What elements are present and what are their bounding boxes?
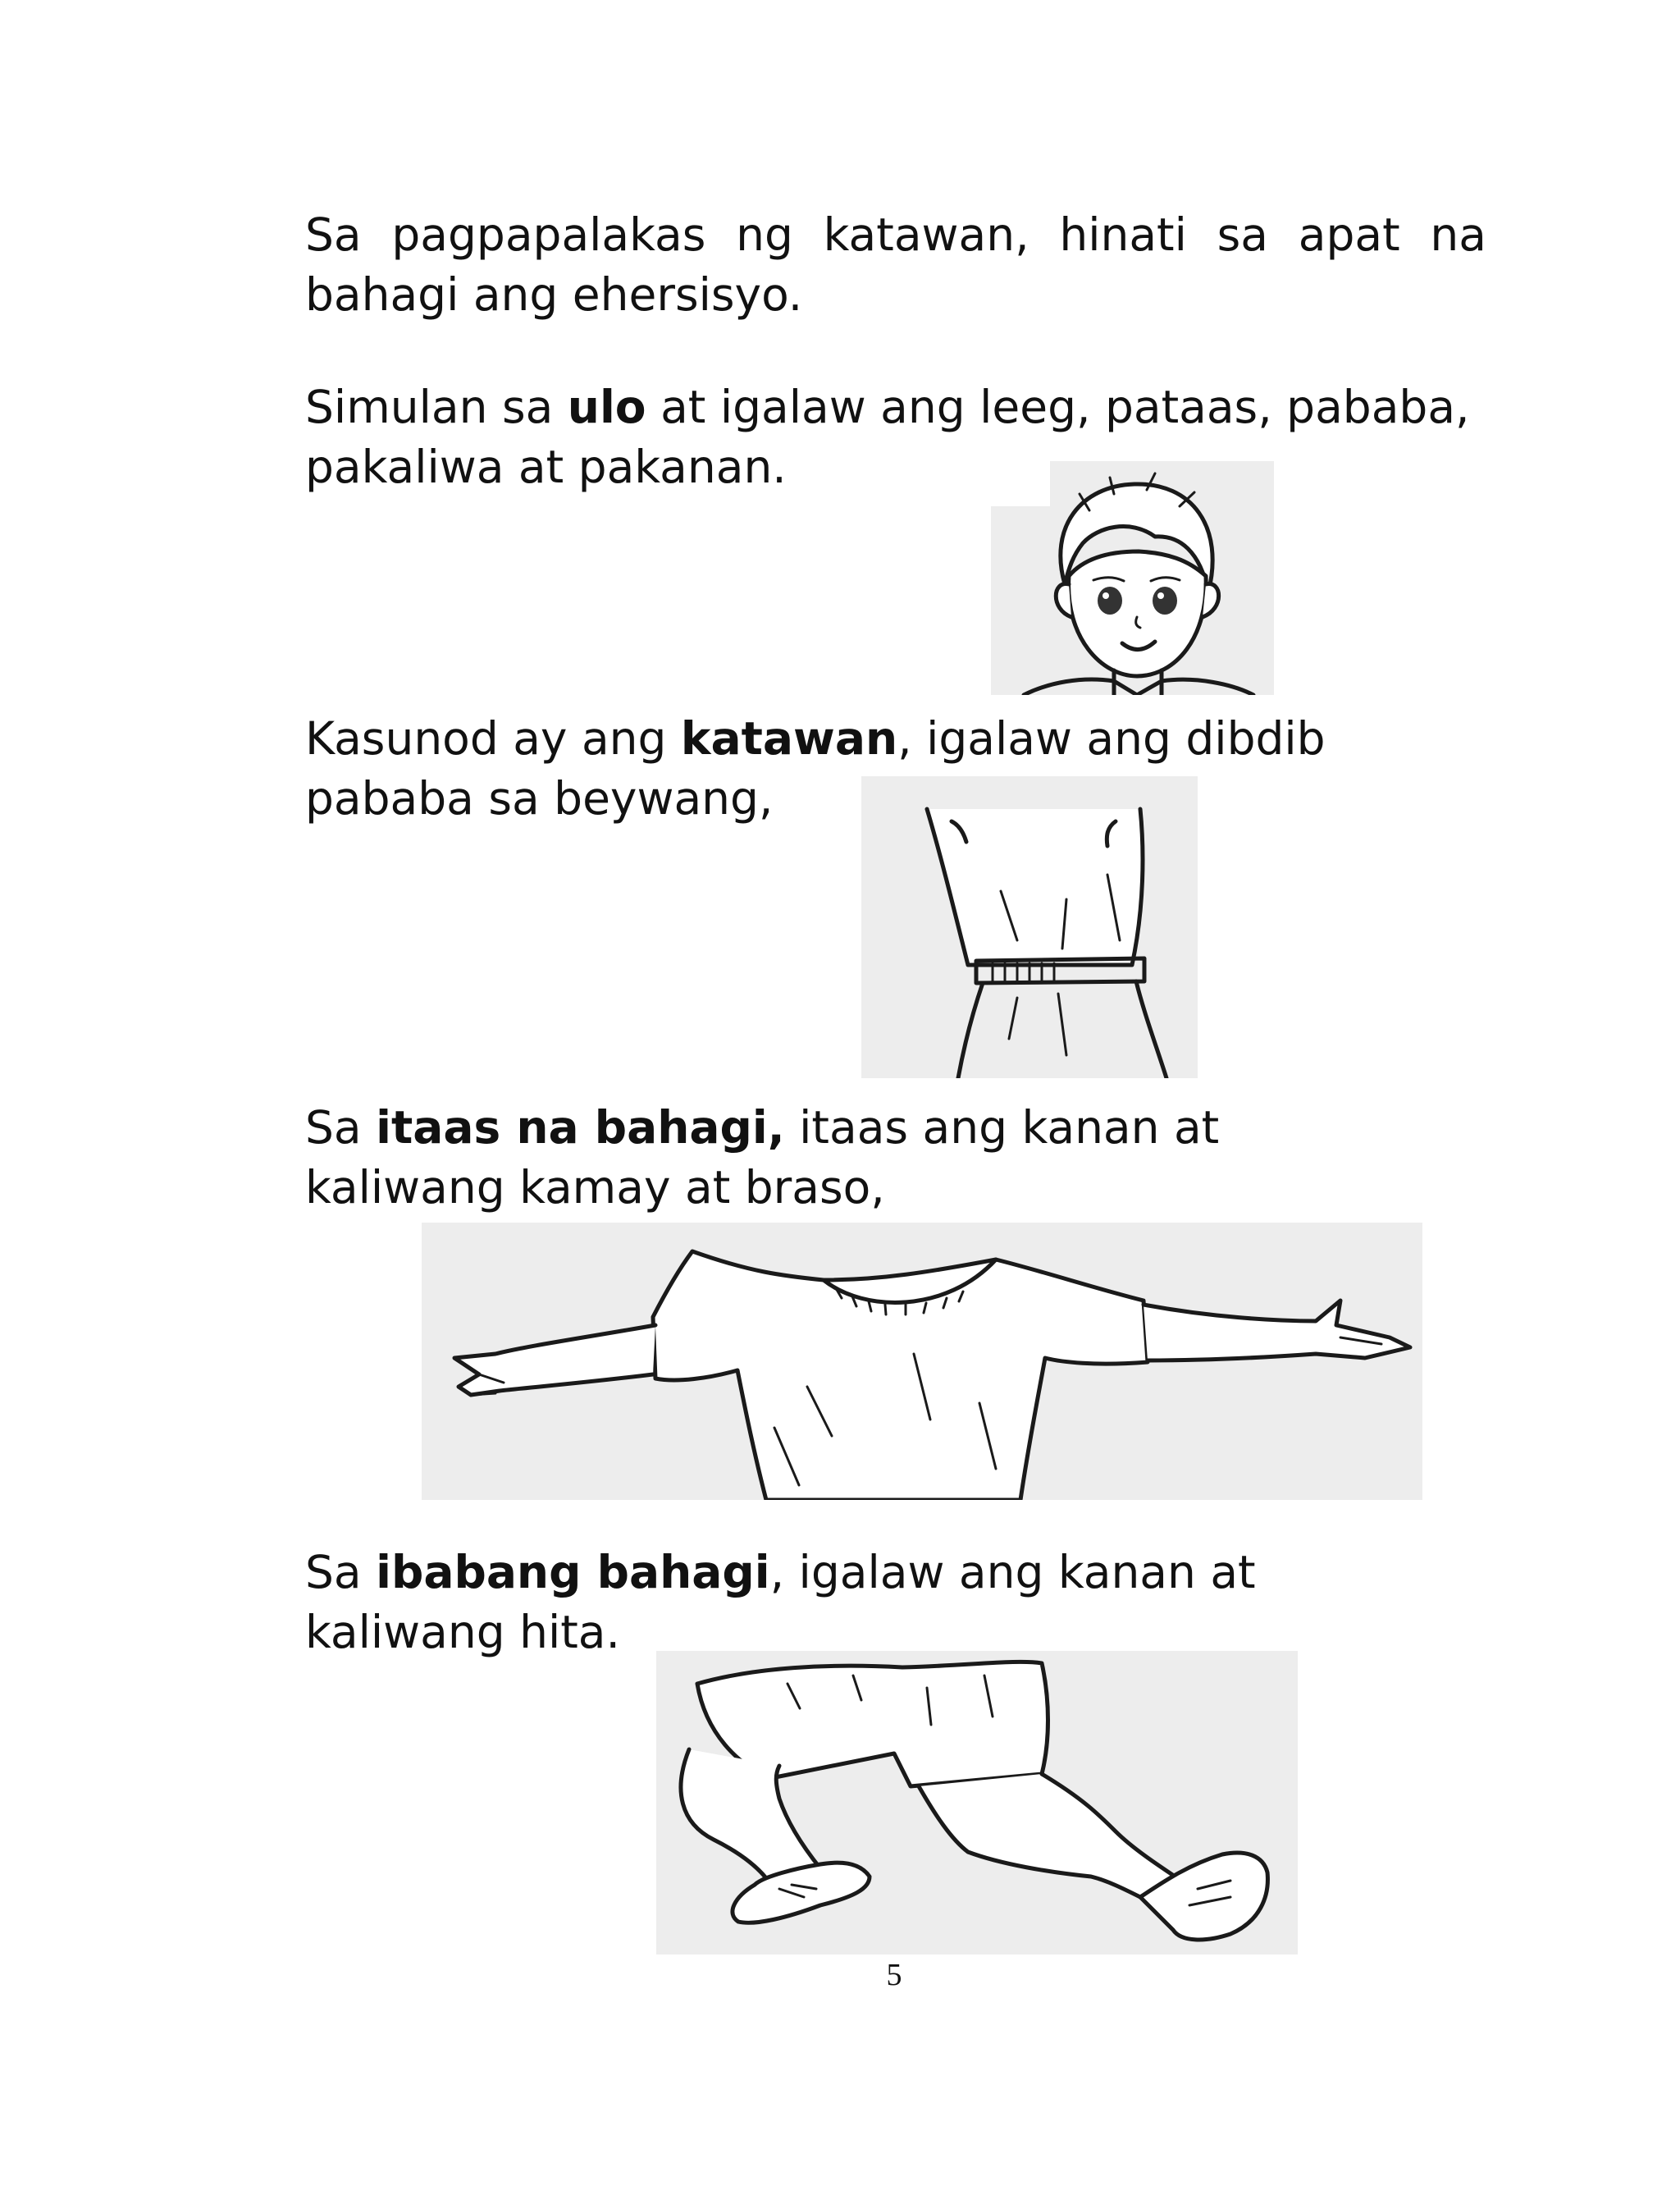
torso-keyword: katawan (680, 712, 898, 765)
torso-illustration (861, 776, 1198, 1078)
intro-text: Sa pagpapalakas ng katawan, hinati sa apat na bahagi ang ehersisyo. (305, 208, 1486, 321)
lower-paragraph (305, 1543, 1437, 1662)
boy-head-illustration (991, 461, 1274, 695)
lower-keyword: ibabang bahagi (376, 1546, 770, 1598)
head-text-post: at igalaw ang leeg, pataas, pababa, pakaliwa at pakanan. (305, 381, 1470, 493)
page-number: 5 (886, 1958, 902, 1992)
head-text-pre: Simulan sa (305, 381, 568, 433)
intro-paragraph (305, 205, 1486, 325)
arms-illustration (422, 1223, 1422, 1500)
upper-keyword: itaas na bahagi, (376, 1101, 785, 1154)
lower-text-pre: Sa (305, 1546, 377, 1598)
upper-text-post: itaas ang kanan at kaliwang kamay at braso, (305, 1101, 1220, 1214)
head-paragraph (305, 377, 1470, 497)
torso-text-pre: Kasunod ay ang (305, 712, 681, 765)
head-keyword: ulo (567, 381, 646, 433)
torso-text-post: , igalaw ang dibdib pababa sa beywang, (305, 712, 1326, 825)
upper-paragraph (305, 1098, 1388, 1218)
lower-text-post: , igalaw ang kanan at kaliwang hita. (305, 1546, 1256, 1658)
upper-text-pre: Sa (305, 1101, 377, 1154)
legs-illustration (656, 1651, 1298, 1955)
torso-paragraph (305, 709, 1372, 829)
